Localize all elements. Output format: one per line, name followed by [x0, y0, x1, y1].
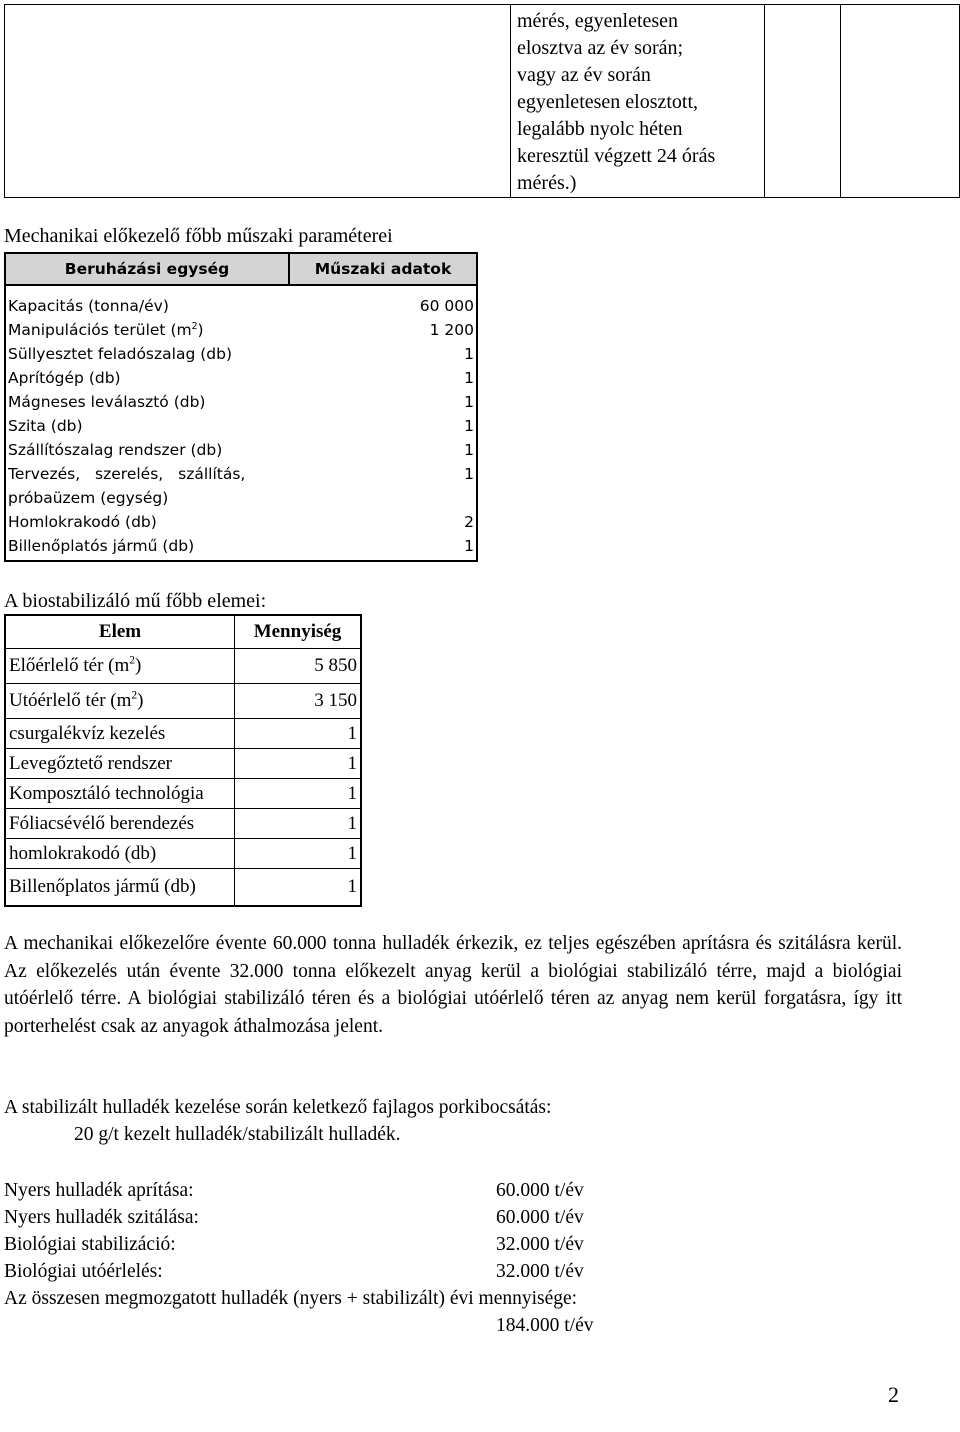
table-row: homlokrakodó (db) 1 — [5, 839, 361, 869]
table-row: Süllyesztet feladószalag (db) 1 — [8, 345, 474, 363]
table-row: Fóliacsévélő berendezés 1 — [5, 809, 361, 839]
table-row: Előérlelő tér $(m^2)$ 5 850 — [5, 649, 361, 684]
table-row: Levegőztető rendszer 1 — [5, 749, 361, 779]
fragment-line: keresztül végzett 24 órás — [517, 145, 716, 167]
table-row: Billenőplatos jármű (db) 1 — [5, 869, 361, 907]
table-row: Billenőplatós jármű (db) 1 — [8, 537, 474, 555]
bio-col-header: Elem — [5, 615, 235, 649]
table-row: Szita (db) 1 — [8, 417, 474, 435]
quantity-value: 32.000 t/év — [496, 1261, 584, 1282]
fragment-line: mérés, egyenletesen — [517, 10, 679, 32]
previous-table-fragment — [4, 4, 960, 198]
emission-heading: A stabilizált hulladék kezelése során keletkező fajlagos porkibocsátás: — [4, 1097, 552, 1118]
table-row: Homlokrakodó (db) 2 — [8, 513, 474, 531]
bio-table-title: A biostabilizáló mű főbb elemei: — [4, 590, 267, 612]
quantity-value: 60.000 t/év — [496, 1180, 584, 1201]
fragment-line: elosztva az év során; — [517, 37, 684, 59]
empty-cell — [765, 5, 841, 198]
bio-col-header: Mennyiség — [235, 615, 362, 649]
quantity-label: Biológiai stabilizáció: — [4, 1234, 176, 1255]
mech-col-header: Beruházási egység — [5, 253, 289, 285]
table-row: Komposztáló technológia 1 — [5, 779, 361, 809]
quantity-label: Nyers hulladék szitálása: — [4, 1207, 199, 1228]
quantity-label: Biológiai utóérlelés: — [4, 1261, 163, 1282]
table-row: Szállítószalag rendszer (db) 1 — [8, 441, 474, 459]
fragment-line: legalább nyolc héten — [517, 118, 683, 140]
text-cell — [511, 5, 765, 198]
quantity-value: 60.000 t/év — [496, 1207, 584, 1228]
table-row: Mágneses leválasztó (db) 1 — [8, 393, 474, 411]
fragment-line: vagy az év során — [517, 64, 651, 86]
page-number: 2 — [888, 1382, 899, 1407]
table-row: Tervezés, szerelés, szállítás, próbaüzem (egység) 1 — [8, 465, 474, 507]
body-paragraph: A mechanikai előkezelőre évente 60.000 tonna hulladék érkezik, ez teljes egészében aprításra és szitálásra kerül. Az előkezelés után évente 32.000 tonna előkezelt anyag kerül a biológiai stabilizáló térre, majd a biológiai utóérlelő térre. A biológiai stabilizáló téren és a biológiai utóérlelő téren az anyag nem kerül forgatásra, így itt porterhelést csak az anyagok áthalmozása jelent. — [4, 933, 902, 1037]
bio-elements-table — [4, 614, 362, 907]
table-row: Aprítógép (db) 1 — [8, 369, 474, 387]
empty-cell — [5, 5, 511, 198]
mech-col-header: Műszaki adatok — [289, 253, 477, 285]
quantity-label: Nyers hulladék aprítása: — [4, 1180, 194, 1201]
fragment-line: egyenletesen elosztott, — [517, 91, 699, 113]
empty-cell — [841, 5, 960, 198]
total-value: 184.000 t/év — [496, 1315, 594, 1336]
fragment-line: mérés.) — [517, 172, 577, 194]
emission-value: 20 g/t kezelt hulladék/stabilizált hulladék. — [74, 1124, 401, 1145]
quantity-value: 32.000 t/év — [496, 1234, 584, 1255]
table-row: csurgalékvíz kezelés 1 — [5, 719, 361, 749]
table-row: Kapacitás (tonna/év) 60 000 — [8, 297, 474, 315]
mech-table-title: Mechanikai előkezelő főbb műszaki paraméterei — [4, 225, 393, 247]
mech-parameters-table — [4, 252, 478, 562]
table-row: Utóérlelő tér $(m^2)$ 3 150 — [5, 684, 361, 719]
table-row: Manipulációs terület $(m^2)$ 1 200 — [8, 320, 474, 339]
total-label: Az összesen megmozgatott hulladék (nyers + stabilizált) évi mennyisége: — [4, 1288, 578, 1309]
